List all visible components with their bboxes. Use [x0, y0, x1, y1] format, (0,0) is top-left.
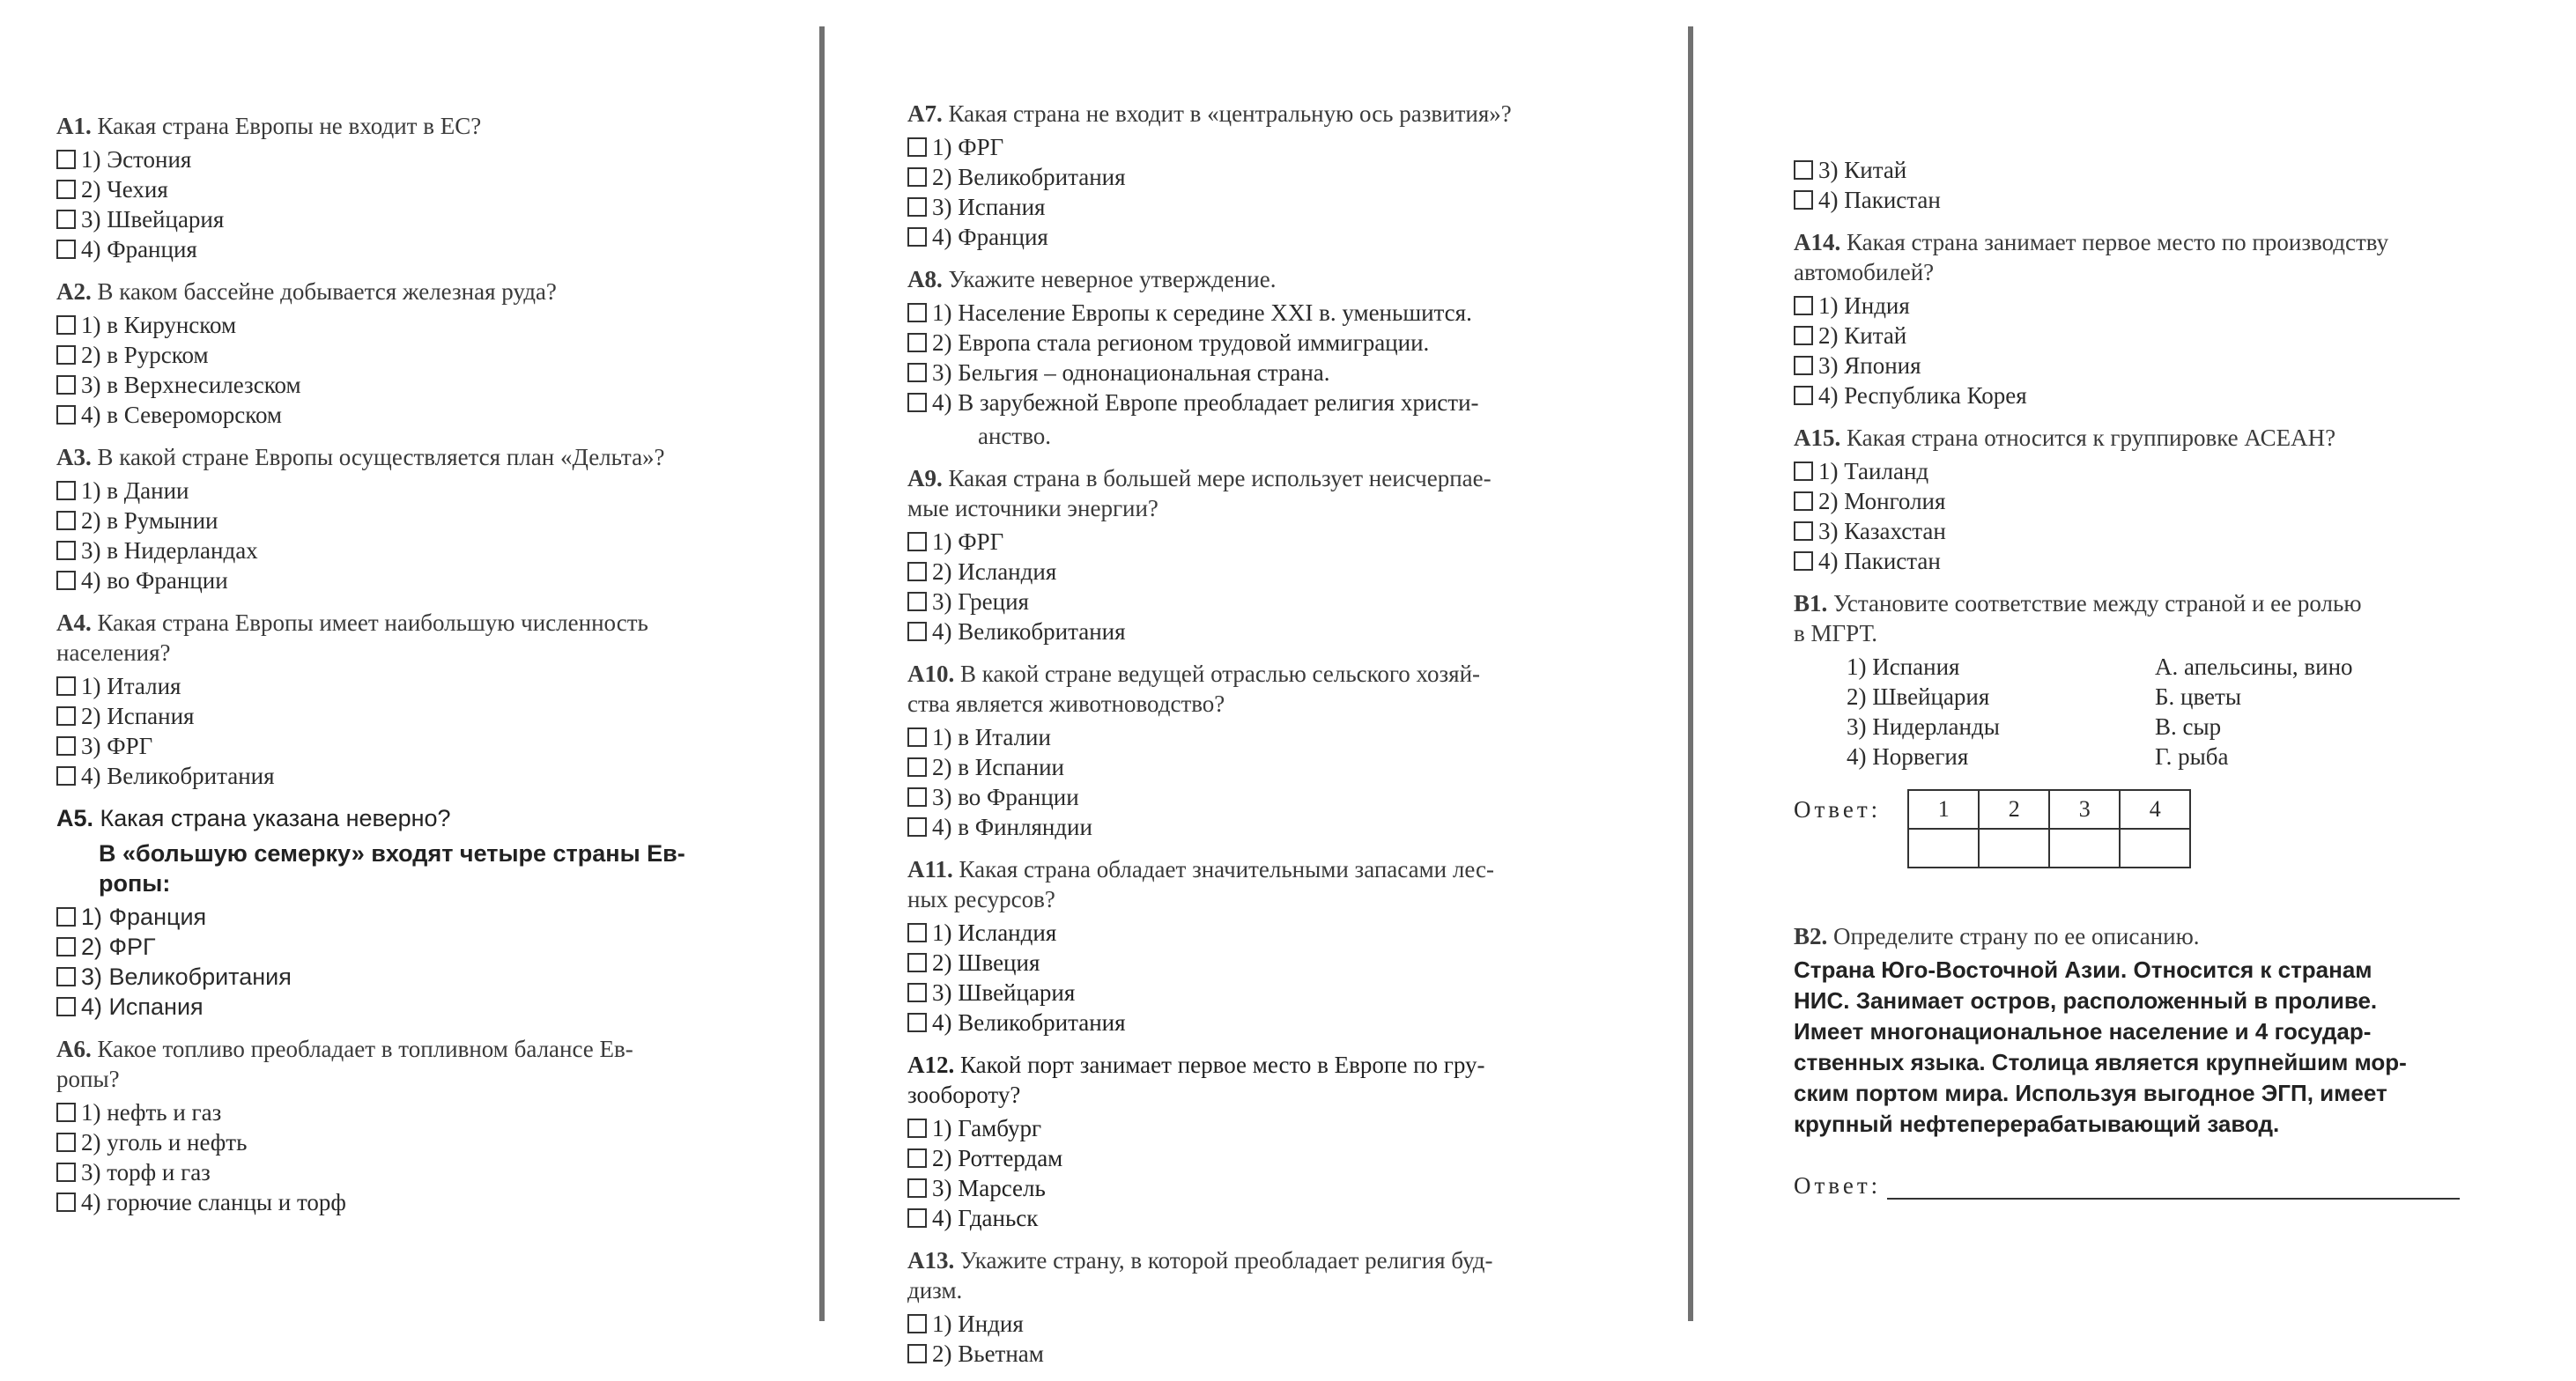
- checkbox[interactable]: [56, 150, 76, 169]
- checkbox[interactable]: [56, 345, 76, 365]
- country-item: 2) Швейцария: [1847, 683, 1990, 710]
- question-a2: [56, 277, 744, 306]
- question-a13: [907, 1245, 1612, 1305]
- option-label: 4) Пакистан: [1818, 187, 1941, 213]
- question-number: А6.: [56, 1036, 92, 1062]
- option-label: 1) Исландия: [932, 919, 1057, 946]
- option[interactable]: [907, 978, 1612, 1008]
- option-label: 2) в Рурском: [81, 342, 209, 368]
- checkbox[interactable]: [907, 1119, 927, 1138]
- option[interactable]: [907, 782, 1612, 812]
- checkbox[interactable]: [56, 967, 76, 986]
- options-a12: [907, 1113, 1612, 1233]
- option[interactable]: [907, 1143, 1612, 1173]
- option[interactable]: [907, 1008, 1612, 1038]
- checkbox[interactable]: [907, 757, 927, 777]
- options-a13-continued: [1794, 155, 2498, 215]
- answer-table-header: 1: [1908, 790, 1979, 829]
- option[interactable]: [1794, 155, 2498, 185]
- option-label: 4) Франция: [81, 236, 197, 262]
- option[interactable]: [56, 565, 744, 595]
- option-label: 1) Италия: [81, 673, 181, 699]
- options-a6: [56, 1097, 744, 1217]
- question-a7: [907, 99, 1612, 129]
- option[interactable]: [56, 370, 744, 400]
- option-label: 2) Европа стала регионом трудовой иммиграции.: [932, 329, 1430, 356]
- option-label: 1) Эстония: [81, 146, 192, 173]
- option-label: 2) Монголия: [1818, 488, 1946, 514]
- option[interactable]: [1794, 351, 2498, 380]
- option-label: 2) Исландия: [932, 558, 1057, 585]
- option[interactable]: [56, 340, 744, 370]
- option-label: 1) ФРГ: [932, 134, 1004, 160]
- checkbox[interactable]: [56, 375, 76, 395]
- option-label: 4) в Финляндии: [932, 814, 1092, 840]
- option[interactable]: [56, 671, 744, 701]
- role-item: В. сыр: [2155, 713, 2222, 740]
- question-number: А15.: [1794, 425, 1841, 451]
- option[interactable]: [907, 1203, 1612, 1233]
- option[interactable]: [907, 358, 1612, 388]
- checkbox[interactable]: [1794, 386, 1813, 405]
- question-a10: [907, 659, 1612, 719]
- option[interactable]: [907, 557, 1612, 587]
- option-label: 4) в Североморском: [81, 402, 283, 428]
- option-label: 3) Бельгия – однонациональная страна.: [932, 359, 1330, 386]
- option[interactable]: [56, 902, 744, 932]
- option[interactable]: [907, 1339, 1612, 1369]
- answer-cell[interactable]: [1908, 829, 1979, 868]
- checkbox[interactable]: [1794, 462, 1813, 481]
- option[interactable]: [907, 192, 1612, 222]
- role-item: Б. цветы: [2155, 683, 2241, 710]
- checkbox[interactable]: [56, 315, 76, 335]
- checkbox[interactable]: [907, 727, 927, 747]
- answer-cell[interactable]: [1979, 829, 2049, 868]
- question-a5: [56, 803, 744, 833]
- checkbox[interactable]: [1794, 296, 1813, 315]
- checkbox[interactable]: [56, 511, 76, 530]
- option-label: 3) Греция: [932, 588, 1029, 615]
- country-item: 4) Норвегия: [1847, 743, 1969, 770]
- option[interactable]: [1794, 185, 2498, 215]
- option-label: 2) уголь и нефть: [81, 1129, 248, 1156]
- option-label: 1) нефть и газ: [81, 1099, 222, 1126]
- question-text: Какая страна обладает значительными запасами лес- ных ресурсов?: [907, 856, 1494, 912]
- option-label: 4) Пакистан: [1818, 548, 1941, 574]
- options-a3: [56, 476, 744, 595]
- question-number: А10.: [907, 661, 955, 687]
- checkbox[interactable]: [907, 1013, 927, 1032]
- checkbox[interactable]: [56, 1133, 76, 1152]
- option[interactable]: [1794, 291, 2498, 321]
- option-label: 2) Швеция: [932, 949, 1040, 976]
- options-a4: [56, 671, 744, 791]
- options-a8: [907, 298, 1612, 417]
- answer-table-header: 4: [2120, 790, 2190, 829]
- option-continuation: анство.: [978, 423, 1052, 449]
- option[interactable]: [56, 535, 744, 565]
- checkbox[interactable]: [907, 787, 927, 807]
- checkbox[interactable]: [907, 562, 927, 581]
- role-item: А. апельсины, вино: [2155, 654, 2353, 680]
- question-number: А13.: [907, 1247, 955, 1274]
- question-b2: [1794, 921, 2498, 951]
- option[interactable]: [907, 527, 1612, 557]
- checkbox[interactable]: [1794, 551, 1813, 571]
- answer-cell[interactable]: [2049, 829, 2120, 868]
- checkbox[interactable]: [56, 571, 76, 590]
- option[interactable]: [907, 1173, 1612, 1203]
- checkbox[interactable]: [907, 1208, 927, 1228]
- option-label: 3) Швейцария: [932, 979, 1076, 1006]
- matching-row: [1794, 712, 2498, 742]
- b2-answer: [1794, 1171, 2498, 1200]
- option-label: 2) Чехия: [81, 176, 168, 203]
- question-number: А5.: [56, 805, 94, 831]
- option-label: 4) Великобритания: [932, 618, 1126, 645]
- page-divider-right: [1688, 26, 1693, 1321]
- options-a13: [907, 1309, 1612, 1369]
- checkbox[interactable]: [56, 706, 76, 726]
- option[interactable]: [907, 1309, 1612, 1339]
- option-label: 2) в Румынии: [81, 507, 218, 534]
- checkbox[interactable]: [907, 532, 927, 551]
- checkbox[interactable]: [907, 1178, 927, 1198]
- column-2: [907, 99, 1612, 1381]
- option-label: 3) Великобритания: [81, 964, 292, 990]
- question-text: Какая страна Европы имеет наибольшую численность населения?: [56, 609, 648, 666]
- option-label: 2) Китай: [1818, 322, 1907, 349]
- checkbox[interactable]: [56, 541, 76, 560]
- question-text: Какая страна занимает первое место по производству автомобилей?: [1794, 229, 2389, 285]
- checkbox[interactable]: [56, 676, 76, 696]
- option[interactable]: [907, 162, 1612, 192]
- option[interactable]: [56, 1127, 744, 1157]
- option-label: 3) в Верхнесилезском: [81, 372, 301, 398]
- matching-row: [1794, 682, 2498, 712]
- option[interactable]: [1794, 321, 2498, 351]
- option[interactable]: [56, 204, 744, 234]
- option[interactable]: [1794, 516, 2498, 546]
- checkbox[interactable]: [907, 197, 927, 217]
- country-item: 3) Нидерланды: [1847, 713, 2000, 740]
- option[interactable]: [56, 310, 744, 340]
- checkbox[interactable]: [907, 303, 927, 322]
- option[interactable]: [56, 506, 744, 535]
- option-label: 1) Индия: [932, 1311, 1024, 1337]
- checkbox[interactable]: [907, 953, 927, 972]
- checkbox[interactable]: [1794, 356, 1813, 375]
- matching-list: [1794, 652, 2498, 772]
- checkbox[interactable]: [56, 210, 76, 229]
- option[interactable]: [1794, 486, 2498, 516]
- question-number: А7.: [907, 100, 943, 127]
- checkbox[interactable]: [1794, 190, 1813, 210]
- option-label: 1) ФРГ: [932, 528, 1004, 555]
- checkbox[interactable]: [907, 1314, 927, 1333]
- matching-row: [1794, 652, 2498, 682]
- answer-line[interactable]: [1887, 1171, 2460, 1200]
- question-number: В1.: [1794, 590, 1828, 617]
- options-a1: [56, 144, 744, 264]
- question-number: А1.: [56, 113, 92, 139]
- checkbox[interactable]: [56, 1163, 76, 1182]
- option-label: 4) В зарубежной Европе преобладает религия христи-: [932, 389, 1479, 416]
- answer-table: [1907, 789, 2191, 868]
- option-label: 1) Таиланд: [1818, 458, 1929, 484]
- checkbox[interactable]: [907, 393, 927, 412]
- role-item: Г. рыба: [2155, 743, 2229, 770]
- option[interactable]: [907, 617, 1612, 646]
- checkbox[interactable]: [56, 481, 76, 500]
- question-a9: [907, 463, 1612, 523]
- options-a7: [907, 132, 1612, 252]
- option[interactable]: [1794, 380, 2498, 410]
- option[interactable]: [56, 234, 744, 264]
- option[interactable]: [56, 1187, 744, 1217]
- answer-table-header: 2: [1979, 790, 2049, 829]
- question-text: Укажите страну, в которой преобладает религия буд- дизм.: [907, 1247, 1493, 1303]
- option[interactable]: [907, 722, 1612, 752]
- checkbox[interactable]: [907, 1344, 927, 1363]
- option-label: 4) Испания: [81, 993, 204, 1020]
- question-text: В какой стране Европы осуществляется план «Дельта»?: [91, 444, 665, 470]
- statement-a5: В «большую семерку» входят четыре страны Ев- ропы:: [99, 840, 685, 897]
- option-label: 4) Франция: [932, 224, 1048, 250]
- option-label: 3) Марсель: [932, 1175, 1046, 1201]
- option-label: 4) Республика Корея: [1818, 382, 2027, 409]
- checkbox[interactable]: [907, 333, 927, 352]
- option[interactable]: [56, 144, 744, 174]
- checkbox[interactable]: [1794, 521, 1813, 541]
- option[interactable]: [56, 932, 744, 962]
- question-a11: [907, 854, 1612, 914]
- checkbox[interactable]: [56, 997, 76, 1016]
- options-a5: [56, 902, 744, 1022]
- option[interactable]: [907, 222, 1612, 252]
- checkbox[interactable]: [907, 817, 927, 837]
- question-text: Какая страна Европы не входит в ЕС?: [91, 113, 482, 139]
- option-label: 2) Вьетнам: [932, 1340, 1044, 1367]
- question-a15: [1794, 423, 2498, 453]
- checkbox[interactable]: [56, 736, 76, 756]
- option[interactable]: [56, 476, 744, 506]
- option-label: 3) Япония: [1818, 352, 1921, 379]
- question-a1: [56, 111, 744, 141]
- option[interactable]: [907, 812, 1612, 842]
- option[interactable]: [56, 962, 744, 992]
- checkbox[interactable]: [907, 363, 927, 382]
- option-label: 1) Гамбург: [932, 1115, 1042, 1141]
- question-a8: [907, 264, 1612, 294]
- question-text: Установите соответствие между страной и ее ролью в МГРТ.: [1794, 590, 2362, 646]
- option[interactable]: [56, 174, 744, 204]
- options-a10: [907, 722, 1612, 842]
- question-text: Какая страна в большей мере использует неисчерпае- мые источники энергии?: [907, 465, 1492, 521]
- b1-answer: [1794, 789, 2498, 868]
- option-label: 2) Роттердам: [932, 1145, 1063, 1171]
- checkbox[interactable]: [907, 983, 927, 1002]
- checkbox[interactable]: [56, 180, 76, 199]
- option-label: 3) ФРГ: [81, 733, 153, 759]
- answer-table-header: 3: [2049, 790, 2120, 829]
- option-label: 3) во Франции: [932, 784, 1079, 810]
- option-label: 1) Франция: [81, 904, 207, 930]
- answer-label: Ответ:: [1794, 1172, 1882, 1199]
- option-label: 2) в Испании: [932, 754, 1065, 780]
- option-label: 1) в Италии: [932, 724, 1051, 750]
- column-3: [1794, 155, 2498, 1200]
- question-text: В какой стране ведущей отраслью сельского хозяй- ства является животноводство?: [907, 661, 1481, 717]
- checkbox[interactable]: [907, 227, 927, 247]
- question-number: А14.: [1794, 229, 1841, 255]
- option[interactable]: [56, 992, 744, 1022]
- option[interactable]: [56, 1097, 744, 1127]
- option-label: 3) Испания: [932, 194, 1046, 220]
- question-number: А4.: [56, 609, 92, 636]
- option-label: 4) во Франции: [81, 567, 228, 594]
- option[interactable]: [56, 731, 744, 761]
- option-label: 1) в Дании: [81, 477, 189, 504]
- option[interactable]: [56, 701, 744, 731]
- answer-cell[interactable]: [2120, 829, 2190, 868]
- option[interactable]: [907, 388, 1612, 417]
- option-label: 3) Швейцария: [81, 206, 225, 233]
- question-number: А3.: [56, 444, 92, 470]
- checkbox[interactable]: [56, 405, 76, 425]
- option-label: 3) в Нидерландах: [81, 537, 258, 564]
- question-number: А8.: [907, 266, 943, 292]
- option[interactable]: [907, 752, 1612, 782]
- question-b1: [1794, 588, 2498, 648]
- question-a6: [56, 1034, 744, 1094]
- checkbox[interactable]: [907, 923, 927, 942]
- option[interactable]: [1794, 546, 2498, 576]
- column-1: [56, 111, 744, 1230]
- option-label: 2) ФРГ: [81, 934, 156, 960]
- option-label: 4) Великобритания: [81, 763, 275, 789]
- option-label: 3) Казахстан: [1818, 518, 1946, 544]
- checkbox[interactable]: [56, 240, 76, 259]
- checkbox[interactable]: [1794, 326, 1813, 345]
- checkbox[interactable]: [56, 907, 76, 927]
- option-label: 1) в Кирунском: [81, 312, 237, 338]
- checkbox[interactable]: [1794, 491, 1813, 511]
- option[interactable]: [56, 1157, 744, 1187]
- question-number: А2.: [56, 278, 92, 305]
- option[interactable]: [56, 400, 744, 430]
- checkbox[interactable]: [907, 137, 927, 157]
- options-a15: [1794, 456, 2498, 576]
- options-a2: [56, 310, 744, 430]
- options-a9: [907, 527, 1612, 646]
- question-text: В каком бассейне добывается железная руда?: [91, 278, 557, 305]
- option-label: 3) Китай: [1818, 157, 1907, 183]
- option-label: 1) Население Европы к середине XXI в. уменьшится.: [932, 299, 1472, 326]
- option-label: 4) Гданьск: [932, 1205, 1039, 1231]
- checkbox[interactable]: [907, 167, 927, 187]
- question-text: Какая страна не входит в «центральную ось развития»?: [942, 100, 1512, 127]
- country-description: Страна Юго-Восточной Азии. Относится к странам НИС. Занимает остров, расположенный в проливе. Имеет многонациональное население и 4 государ- ственных языка. Столица является крупнейшим мор- ским портом мира. Используя выгодное ЭГП, имеет крупный нефтеперерабатывающий завод.: [1794, 956, 2407, 1137]
- options-a14: [1794, 291, 2498, 410]
- checkbox[interactable]: [56, 1103, 76, 1122]
- question-a4: [56, 608, 744, 668]
- checkbox[interactable]: [907, 1148, 927, 1168]
- checkbox[interactable]: [907, 592, 927, 611]
- question-number: В2.: [1794, 923, 1828, 949]
- checkbox[interactable]: [56, 937, 76, 956]
- option[interactable]: [907, 948, 1612, 978]
- question-number: А9.: [907, 465, 943, 491]
- option-label: 2) Великобритания: [932, 164, 1126, 190]
- checkbox[interactable]: [56, 766, 76, 786]
- question-a14: [1794, 227, 2498, 287]
- option[interactable]: [56, 761, 744, 791]
- page-divider-left: [819, 26, 825, 1321]
- option[interactable]: [907, 132, 1612, 162]
- option[interactable]: [907, 1113, 1612, 1143]
- question-text: Какое топливо преобладает в топливном балансе Ев- ропы?: [56, 1036, 633, 1092]
- option-label: 2) Испания: [81, 703, 195, 729]
- options-a11: [907, 918, 1612, 1038]
- question-text: Определите страну по ее описанию.: [1827, 923, 2200, 949]
- question-a3: [56, 442, 744, 472]
- question-text: Какая страна указана неверно?: [93, 805, 451, 831]
- option[interactable]: [907, 328, 1612, 358]
- option[interactable]: [907, 298, 1612, 328]
- question-number: А11.: [907, 856, 953, 883]
- question-text: Укажите неверное утверждение.: [942, 266, 1277, 292]
- option-label: 4) Великобритания: [932, 1009, 1126, 1036]
- checkbox[interactable]: [56, 1193, 76, 1212]
- matching-row: [1794, 742, 2498, 772]
- option[interactable]: [907, 587, 1612, 617]
- checkbox[interactable]: [1794, 160, 1813, 180]
- question-number: А12.: [907, 1052, 955, 1078]
- option[interactable]: [907, 918, 1612, 948]
- answer-label: Ответ:: [1794, 796, 1882, 823]
- question-a12: [907, 1050, 1612, 1110]
- option[interactable]: [1794, 456, 2498, 486]
- question-text: Какая страна относится к группировке АСЕАН?: [1840, 425, 2336, 451]
- option-label: 3) торф и газ: [81, 1159, 211, 1185]
- question-text: Какой порт занимает первое место в Европе по гру- зообороту?: [907, 1052, 1485, 1108]
- country-item: 1) Испания: [1847, 654, 1960, 680]
- option-label: 4) горючие сланцы и торф: [81, 1189, 346, 1215]
- checkbox[interactable]: [907, 622, 927, 641]
- option-label: 1) Индия: [1818, 292, 1910, 319]
